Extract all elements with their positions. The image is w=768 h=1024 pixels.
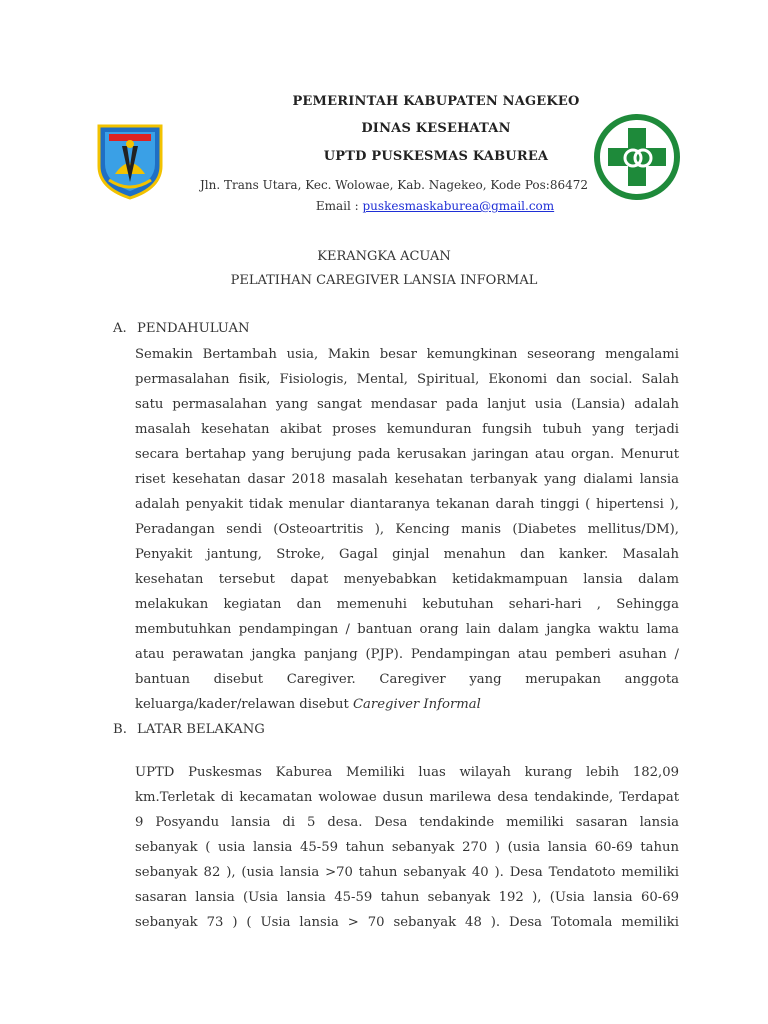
section-b-letter: B. bbox=[113, 722, 127, 737]
paragraph-line: atau perawatan jangka panjang (PJP). Pendampingan atau pemberi asuhan / bbox=[135, 647, 679, 662]
paragraph-line: melakukan kegiatan dan memenuhi kebutuhan sehari-hari , Sehingga bbox=[135, 597, 679, 612]
header-line-2: DINAS KESEHATAN bbox=[361, 121, 511, 136]
section-b-heading bbox=[113, 722, 265, 737]
paragraph-line: permasalahan fisik, Fisiologis, Mental, Spiritual, Ekonomi dan social. Salah bbox=[135, 372, 679, 387]
email-link[interactable]: puskesmaskaburea@gmail.com bbox=[362, 199, 555, 213]
header-line-3: UPTD PUSKESMAS KABUREA bbox=[323, 149, 549, 164]
paragraph-line: riset kesehatan dasar 2018 masalah kesehatan terbanyak yang dialami lansia bbox=[135, 472, 679, 487]
address: Jln. Trans Utara, Kec. Wolowae, Kab. Nagekeo, Kode Pos:86472 bbox=[200, 178, 589, 192]
puskesmas-logo bbox=[592, 112, 682, 202]
section-a-letter: A. bbox=[113, 321, 127, 336]
paragraph-line: Peradangan sendi (Osteoartritis ), Kencing manis (Diabetes mellitus/DM), bbox=[135, 522, 679, 537]
paragraph-line: membutuhkan pendampingan / bantuan orang lain dalam jangka waktu lama bbox=[135, 622, 679, 637]
paragraph-line: km.Terletak di kecamatan wolowae dusun marilewa desa tendakinde, Terdapat bbox=[135, 790, 679, 805]
paragraph-line: Semakin Bertambah usia, Makin besar kemungkinan seseorang mengalami bbox=[135, 347, 679, 362]
section-a-title: PENDAHULUAN bbox=[137, 321, 250, 336]
section-b-title: LATAR BELAKANG bbox=[137, 722, 265, 737]
header-line-1: PEMERINTAH KABUPATEN NAGEKEO bbox=[292, 94, 580, 109]
paragraph-line: 9 Posyandu lansia di 5 desa. Desa tendakinde memiliki sasaran lansia bbox=[135, 815, 679, 830]
paragraph-line: secara bertahap yang berujung pada kerusakan jaringan atau organ. Menurut bbox=[135, 447, 679, 462]
caregiver-informal-term: Caregiver Informal bbox=[352, 697, 481, 712]
paragraph-line: sebanyak ( usia lansia 45-59 tahun sebanyak 270 ) (usia lansia 60-69 tahun bbox=[135, 840, 679, 855]
paragraph-line: bantuan disebut Caregiver. Caregiver yang merupakan anggota bbox=[135, 672, 679, 687]
paragraph-line: satu permasalahan yang sangat mendasar pada lanjut usia (Lansia) adalah bbox=[135, 397, 679, 412]
paragraph-line: Penyakit jantung, Stroke, Gagal ginjal menahun dan kanker. Masalah bbox=[135, 547, 679, 562]
paragraph-line: sasaran lansia (Usia lansia 45-59 tahun sebanyak 192 ), (Usia lansia 60-69 bbox=[135, 890, 679, 905]
doc-title-1: KERANGKA ACUAN bbox=[317, 249, 451, 264]
email-label: Email : bbox=[315, 199, 359, 213]
paragraph-line: kesehatan tersebut dapat menyebabkan ketidakmampuan lansia dalam bbox=[135, 572, 679, 587]
paragraph-line: adalah penyakit tidak menular diantaranya tekanan darah tinggi ( hipertensi ), bbox=[135, 497, 679, 512]
paragraph-line: masalah kesehatan akibat proses kemunduran fungsih tubuh yang terjadi bbox=[135, 422, 679, 437]
paragraph-line: UPTD Puskesmas Kaburea Memiliki luas wilayah kurang lebih 182,09 bbox=[135, 765, 679, 780]
section-a-heading bbox=[113, 321, 250, 336]
paragraph-line: sebanyak 82 ), (usia lansia >70 tahun sebanyak 40 ). Desa Tendatoto memiliki bbox=[135, 865, 679, 880]
paragraph-last-line bbox=[135, 692, 679, 717]
paragraph-line: sebanyak 73 ) ( Usia lansia > 70 sebanyak 48 ). Desa Totomala memiliki bbox=[135, 915, 679, 930]
last-line-text: keluarga/kader/relawan disebut bbox=[135, 697, 353, 712]
doc-title-2: PELATIHAN CAREGIVER LANSIA INFORMAL bbox=[230, 273, 538, 288]
section-a-paragraph bbox=[135, 342, 679, 717]
section-b-paragraph bbox=[135, 760, 679, 935]
